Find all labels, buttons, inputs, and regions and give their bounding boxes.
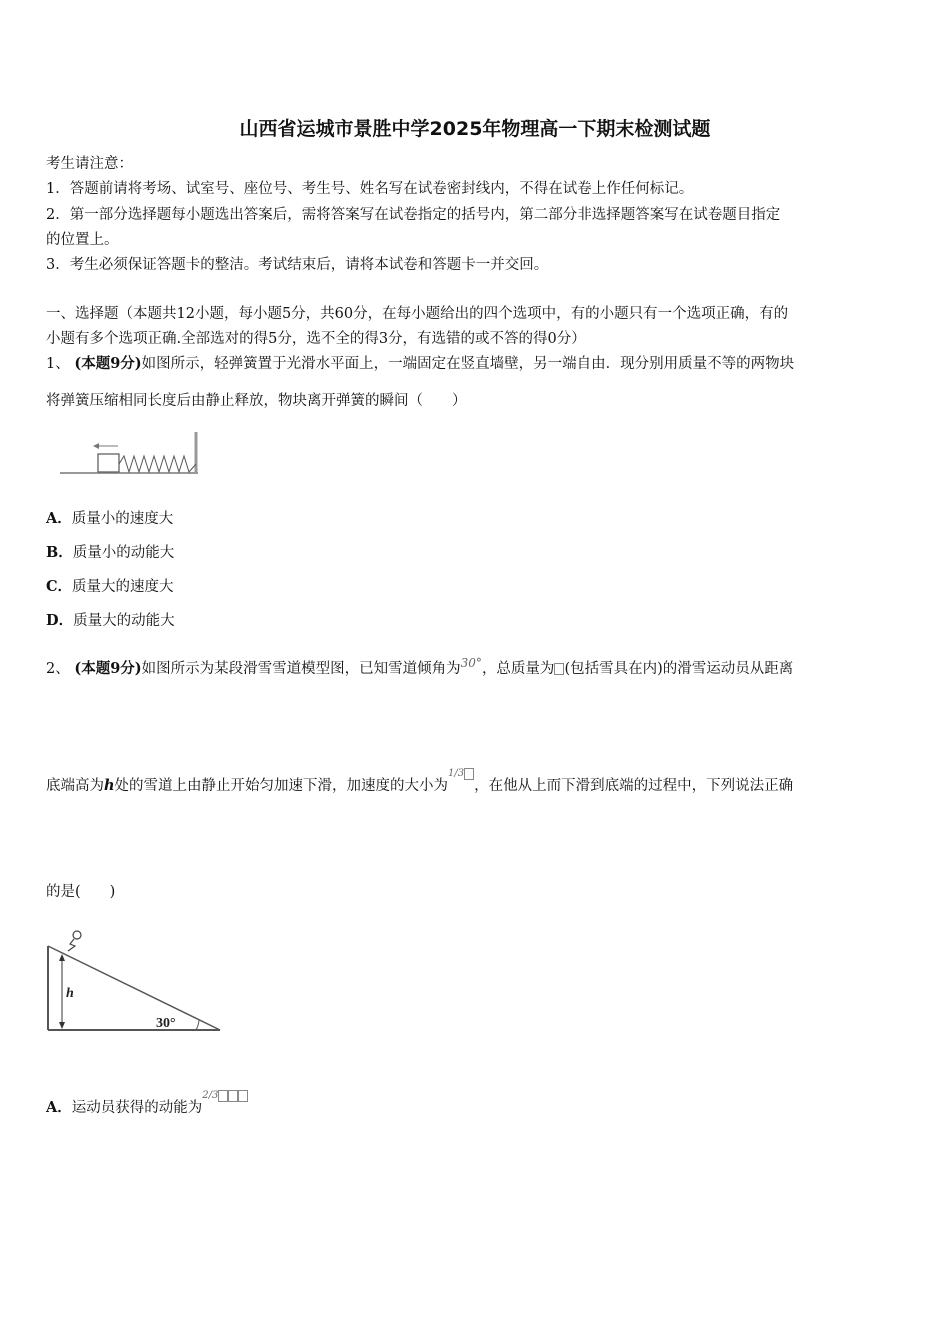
q2-line1	[46, 657, 793, 678]
block	[98, 454, 119, 472]
accel-fraction: 1/3	[448, 768, 465, 779]
option-letter: A．	[46, 510, 72, 527]
section-instructions: 一、选择题（本题共12小题，每小题5分，共60分，在每小题给出的四个选项中，有的小题只有一个选项正确，有的	[46, 306, 789, 322]
notice-heading: 考生请注意：	[46, 156, 133, 172]
height-symbol: h	[104, 777, 115, 794]
q1-points: (本题9分)	[74, 355, 142, 372]
angle-value: 30°	[460, 656, 482, 670]
q1-line2: 将弹簧压缩相同长度后由静止释放，物块离开弹簧的瞬间（ ）	[46, 393, 467, 409]
option-text: 质量小的动能大	[72, 545, 175, 561]
slope-figure	[44, 926, 224, 1036]
option-text: 质量小的速度大	[71, 511, 174, 527]
height-arrow-bottom	[59, 1022, 65, 1029]
gravity-symbol-icon	[464, 768, 474, 780]
notice-item: 的位置上。	[46, 232, 119, 248]
option-letter: A．	[46, 1099, 72, 1116]
mass-symbol-icon	[218, 1090, 228, 1102]
notice-item: 3．考生必须保证答题卡的整洁。考试结束后，请将本试卷和答题卡一并交回。	[46, 257, 549, 273]
option-text: 质量大的动能大	[73, 613, 175, 629]
slope-incline	[48, 946, 220, 1030]
section-instructions: 小题有多个选项正确.全部选对的得5分，选不全的得3分，有选错的或不答的得0分）	[46, 331, 586, 347]
q1-number: 1、	[46, 356, 70, 372]
q2-text: 如图所示为某段滑雪雪道模型图，已知雪道倾角为	[141, 661, 461, 677]
q1-option-a[interactable]	[46, 507, 173, 528]
q2-text: ，在他从上而下滑到底端的过程中，下列说法正确	[474, 778, 794, 794]
option-text: 运动员获得的动能为	[71, 1100, 203, 1116]
spring-figure	[60, 428, 202, 478]
q1-line1	[46, 352, 794, 373]
angle-arc	[196, 1020, 199, 1030]
q2-text: 底端高为	[46, 778, 104, 794]
q2-option-a[interactable]	[46, 1090, 248, 1117]
arrow-head	[93, 443, 99, 449]
q2-text: 处的雪道上由静止开始匀加速下滑，加速度的大小为	[114, 778, 449, 794]
option-letter: C．	[46, 578, 73, 595]
q2-text: 的滑雪运动员从距离	[662, 661, 794, 677]
q2-line3: 的是( )	[46, 884, 116, 900]
angle-label: 30°	[156, 1016, 176, 1031]
option-text: 质量大的速度大	[72, 579, 174, 595]
page-title: 山西省运城市景胜中学2025年物理高一下期末检测试题	[239, 118, 711, 140]
q1-option-d[interactable]	[46, 609, 175, 630]
height-arrow-top	[59, 954, 65, 961]
skier-icon	[68, 931, 81, 951]
q2-points: (本题9分)	[74, 660, 142, 677]
q2-text: ，总质量为	[481, 661, 555, 677]
height-symbol-icon	[238, 1090, 248, 1102]
q2-line2	[46, 768, 794, 795]
height-label: h	[66, 986, 74, 1001]
q2-number: 2、	[46, 661, 70, 677]
q1-option-c[interactable]	[46, 575, 174, 596]
q1-option-b[interactable]	[46, 541, 174, 562]
spring	[119, 456, 196, 472]
mass-symbol-icon	[554, 663, 564, 675]
option-letter: D．	[46, 612, 74, 629]
option-letter: B．	[46, 544, 73, 561]
notice-item: 2．第一部分选择题每小题选出答案后，需将答案写在试卷指定的括号内，第二部分非选择题答案写在试卷题目指定	[46, 207, 781, 223]
notice-item: 1．答题前请将考场、试室号、座位号、考生号、姓名写在试卷密封线内，不得在试卷上作任何标记。	[46, 181, 694, 197]
q1-text: 如图所示，轻弹簧置于光滑水平面上，一端固定在竖直墙壁，另一端自由．现分别用质量不等的两物块	[141, 356, 795, 372]
ke-fraction: 2/3	[202, 1090, 219, 1101]
q2-text: (包括雪具在内)	[564, 661, 663, 677]
gravity-symbol-icon	[228, 1090, 238, 1102]
